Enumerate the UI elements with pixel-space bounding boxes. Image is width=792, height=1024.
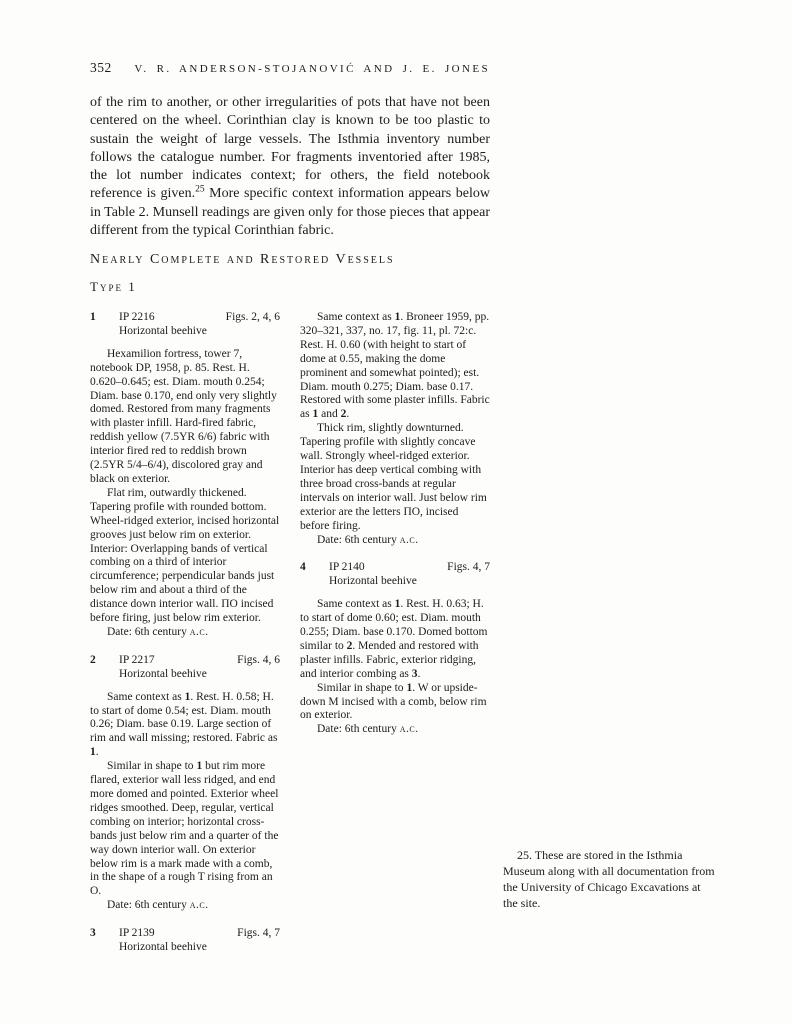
entry-figure-refs: Figs. 2, 4, 6 (225, 311, 280, 323)
entry-vessel-type: Horizontal beehive (119, 941, 207, 954)
entry-description-paragraph: Same context as 1. Broneer 1959, pp. 320–321, 337, no. 17, fig. 11, pl. 72:c. Rest. H. 0.60 (with height to start of dome at 0.55, making the dome prominent and somewhat pointed); est. Diam. mouth 0.275; Diam. base 0.17. Restored with some plaster infills. Fabric as 1 and 2. (300, 311, 490, 421)
entry-description-paragraph: Similar in shape to 1. W or upside-down M incised with a comb, below rim on exterior. (300, 681, 487, 722)
entry-description-paragraph: Thick rim, slightly downturned. Tapering profile with slightly concave wall. Strongly wheel-ridged exterior. Interior has deep vertical combing with three broad cross-bands at regular intervals on interior wall. Just below rim exterior are the letters ΠΟ, incised before firing. (300, 422, 487, 532)
entry-description-paragraph: Same context as 1. Rest. H. 0.63; H. to start of dome 0.60; est. Diam. mouth 0.255; Diam. base 0.170. Domed bottom similar to 2. Mended and restored with plaster infills. Fabric, exterior ridging, and interior combing as 3. (300, 598, 488, 680)
catalog-entry-1 (90, 311, 280, 640)
entry-header (90, 311, 280, 325)
entry-date-line: Date: 6th century a.c. (317, 533, 419, 546)
margin-footnote-25 (503, 847, 717, 911)
entry-figure-refs: Figs. 4, 7 (447, 561, 490, 574)
entry-header (90, 927, 280, 941)
entry-number: 1 (90, 311, 96, 323)
type-heading: Type 1 (90, 279, 137, 294)
entry-number: 3 (90, 927, 96, 940)
entry-date-line: Date: 6th century a.c. (107, 625, 209, 638)
entry-vessel-type: Horizontal beehive (119, 667, 207, 680)
entry-inventory-id: IP 2216 (119, 311, 155, 323)
entry-figure-refs: Figs. 4, 7 (237, 927, 280, 940)
entry-inventory-id: IP 2139 (119, 927, 155, 940)
catalog-entry-4 (300, 561, 490, 737)
entry-description-paragraph: Flat rim, outwardly thickened. Tapering profile with rounded bottom. Wheel-ridged exterior, incised horizontal grooves just below rim on exterior. Interior: Overlapping bands of vertical combing on a third of interior circumference; perpendicular bands just below rim and about a third of the distance down interior wall. ΠΟ incised before firing, just below rim exterior. (90, 486, 280, 625)
entry-inventory-id: IP 2217 (119, 653, 155, 666)
entry-date-line: Date: 6th century a.c. (107, 899, 209, 912)
entry-inventory-id: IP 2140 (329, 561, 365, 574)
entry-vessel-type: Horizontal beehive (329, 575, 417, 588)
section-heading: Nearly Complete and Restored Vessels (90, 252, 395, 267)
entry-figure-refs: Figs. 4, 6 (237, 653, 280, 666)
entry-header (90, 654, 280, 668)
entry-number: 2 (90, 653, 96, 666)
running-head-authors: V. R. ANDERSON-STOJANOVIĆ AND J. E. JONES (134, 63, 490, 75)
entry-date-line: Date: 6th century a.c. (317, 723, 419, 736)
entry-description-paragraph: Hexamilion fortress, tower 7, notebook DP, 1958, p. 85. Rest. H. 0.620–0.645; est. Diam. mouth 0.254; Diam. base 0.170, end only very slightly domed. Restored from many fragments with plaster infill. Hard-fired fabric, reddish yellow (7.5YR 6/6) fabric with interior fired red to reddish brown (2.5YR 5/4–6/4), discolored gray and black on exterior. (90, 347, 277, 485)
entry-description-paragraph: Similar in shape to 1 but rim more flared, exterior wall less ridged, and end more domed and pointed. Exterior wheel ridges smoothed. Deep, regular, vertical combing on interior; horizontal cross-bands just below rim and a quarter of the way down interior wall. On exterior below rim is a mark made with a comb, in the shape of a rough T rising from an O. (90, 760, 279, 898)
intro-paragraph: of the rim to another, or other irregularities of pots that have not been centered on the wheel. Corinthian clay is known to be too plastic to sustain the weight of large vessels. The Isthmia inventory number follows the catalogue number. For fragments inventoried after 1985, the lot number indicates context; for others, the field notebook reference is given.$^{25}$ More specific context information appears below in Table 2. Munsell readings are given only for those pieces that appear different from the typical Corinthian fabric. (90, 95, 491, 239)
catalog-entry-2 (90, 654, 280, 913)
catalog-columns (90, 311, 490, 959)
page-number: 352 (90, 60, 112, 75)
entry-header (300, 561, 490, 575)
footnote-text: 25. These are stored in the Isthmia Museum along with all documentation from the University of Chicago Excavations at the site. (503, 848, 715, 910)
entry-description-paragraph: Same context as 1. Rest. H. 0.58; H. to start of dome 0.54; est. Diam. mouth 0.26; Diam. base 0.19. Large section of rim and wall missing; restored. Fabric as 1. (90, 690, 278, 759)
entry-vessel-type: Horizontal beehive (119, 324, 207, 337)
entry-number: 4 (300, 561, 306, 574)
running-header (90, 60, 490, 76)
